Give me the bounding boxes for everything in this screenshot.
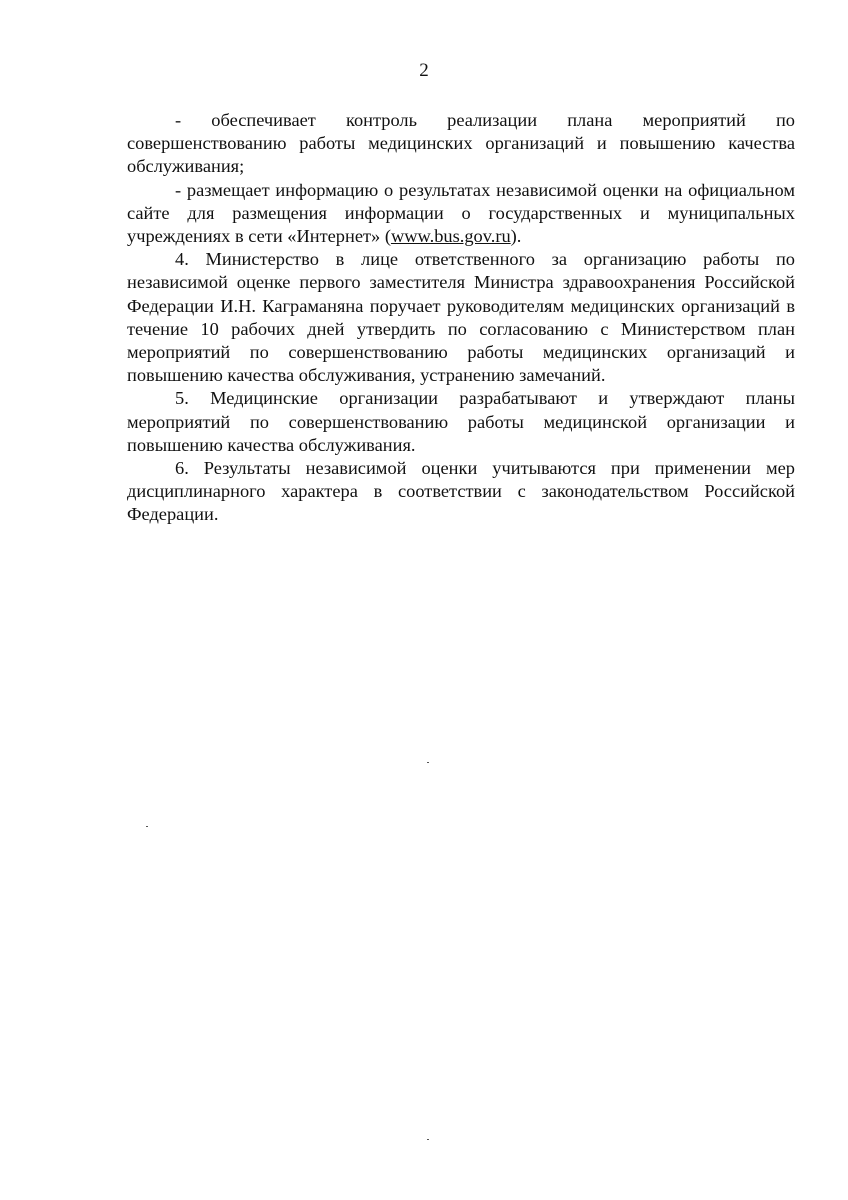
bus-gov-link[interactable]: www.bus.gov.ru <box>390 226 511 247</box>
paragraph-control-plan: - обеспечивает контроль реализации плана мероприятий по совершенствованию работы медицинских организаций и повышению качества обслуживания; <box>127 110 795 177</box>
paragraph-publish-results <box>127 179 795 249</box>
paragraph-item-5: 5. Медицинские организации разрабатывают и утверждают планы мероприятий по совершенствованию работы медицинской организации и повышению качества обслуживания. <box>127 388 795 455</box>
document-body <box>127 109 795 527</box>
scan-speck <box>427 1139 429 1140</box>
paragraph-item-4: 4. Министерство в лице ответственного за организацию работы по независимой оценке первого заместителя Министра здравоохранения Российской Федерации И.Н. Каграманяна поручает руководителям медицинских организаций в течение 10 рабочих дней утвердить по согласованию с Министерством план мероприятий по совершенствованию работы медицинских организаций и повышению качества обслуживания, устранению замечаний. <box>127 249 795 386</box>
paragraph-item-6: 6. Результаты независимой оценки учитываются при применении мер дисциплинарного характера в соответствии с законодательством Российской Федерации. <box>127 458 795 525</box>
paragraph-publish-results-end: ). <box>510 226 522 247</box>
page-number: 2 <box>419 60 429 81</box>
paragraph-publish-results-text: - размещает информацию о результатах независимой оценки на официальном сайте для размещения информации о государственных и муниципальных учреждениях в сети «Интернет» ( <box>127 179 795 247</box>
scan-speck <box>146 826 148 827</box>
scan-speck <box>427 762 429 763</box>
